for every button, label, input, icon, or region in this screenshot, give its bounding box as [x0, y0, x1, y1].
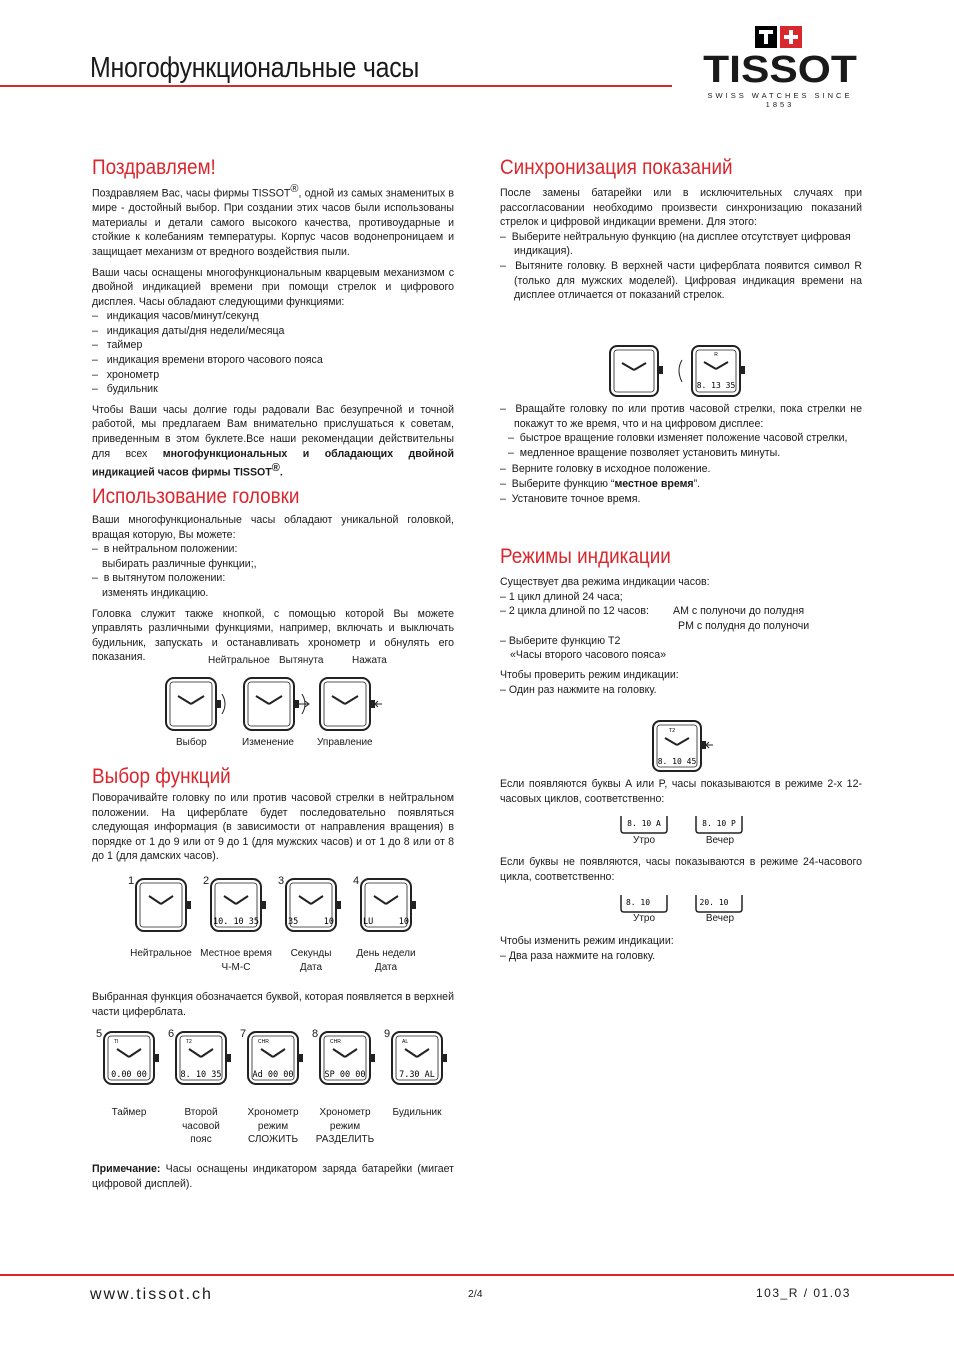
list-item: – Установите точное время. — [500, 492, 641, 505]
crown-label-control: Управление — [317, 737, 373, 748]
label-evening: Вечер — [705, 835, 735, 846]
function-label-line: Хронометр — [319, 1107, 371, 1118]
function-row-1 — [128, 873, 458, 983]
crown-paragraph-2: Головка служит также кнопкой, с помощью которой Вы можете управлять различными функциями, например, включать и выключать будильник, запускать и останавливать хронометр и обнулять его показания. — [92, 607, 454, 664]
function-label-line: Дата — [299, 961, 323, 973]
logo-tagline: SWISS WATCHES SINCE 1853 — [707, 91, 853, 109]
crown-label-pressed: Нажата — [352, 655, 387, 666]
crown-positions-diagram — [160, 672, 390, 738]
svg-text:20. 10: 20. 10 — [699, 898, 729, 907]
function-label-line: Ч-М-С — [221, 961, 251, 973]
list-item: – в нейтральном положении: — [92, 543, 238, 556]
function-lcd: LU 10 — [362, 917, 410, 927]
footer-page-number: 2/4 — [468, 1288, 483, 1300]
function-lcd: 7.30 AL — [399, 1070, 435, 1080]
watch-face-icon — [246, 1030, 310, 1090]
function-label — [377, 1106, 457, 1120]
watch-neutral — [166, 678, 225, 730]
watch-face-icon — [318, 1030, 382, 1090]
function-row-2 — [96, 1026, 456, 1151]
watch-before — [610, 346, 663, 396]
function-indicator: AL — [402, 1039, 409, 1045]
label-morning: Утро — [632, 835, 656, 846]
brand-logo — [694, 26, 866, 109]
ampm-displays — [618, 814, 753, 836]
svg-text:8. 10 45: 8. 10 45 — [657, 757, 697, 766]
crown-paragraph-1: Ваши многофункциональные часы обладают уникальной головкой, вращая которую, Вы можете: — [92, 514, 454, 541]
logo-wordmark: TISSOT — [703, 49, 857, 91]
function-label-line: Будильник — [392, 1107, 442, 1118]
function-indicator: T2 — [186, 1039, 192, 1045]
function-label-line: РАЗДЕЛИТЬ — [315, 1134, 375, 1145]
list-item: – индикация времени второго часового пояса — [92, 354, 323, 367]
label-morning-24: Утро — [632, 913, 656, 924]
function-lcd: 35 10 — [287, 917, 335, 927]
crown-label-change: Изменение — [242, 737, 294, 748]
function-label — [346, 947, 426, 974]
feature-list — [92, 309, 454, 397]
function-lcd: 0.00 00 — [111, 1070, 147, 1080]
watch-face-icon — [284, 877, 348, 937]
function-label-line: Второй — [184, 1107, 218, 1118]
section-title-functions: Выбор функций — [92, 765, 231, 788]
sync-body-2 — [500, 402, 862, 506]
footer-doc-code: 103_R / 01.03 — [756, 1286, 851, 1300]
functions-paragraph-1: Поворачивайте головку по или против часовой стрелки в нейтральном положении. На циферблате будет последовательно появляться следующая информация (в зависимости от направления вращения) в порядке от 1 до 9 или от 9 до 1 (для мужских часов) и от 1 до 8 или от 8 до 1 (для дамских часов). — [92, 792, 454, 863]
function-lcd: 10. 10 35 — [212, 917, 260, 927]
svg-text:8. 10 A: 8. 10 A — [627, 819, 661, 828]
function-label-line: пояс — [190, 1134, 212, 1145]
function-indicator: CHR — [330, 1039, 341, 1045]
watch-pulled — [244, 678, 309, 730]
crown-body — [92, 513, 454, 665]
list-item: – Выберите нейтральную функцию (на дисплее отсутствует цифровая индикация). — [500, 230, 851, 258]
list-item: – медленное вращение позволяет установить минуты. — [508, 446, 781, 459]
function-label-line: Таймер — [111, 1107, 147, 1118]
crown-label-neutral: Нейтральное — [208, 655, 270, 666]
list-item: – индикация часов/минут/секунд — [92, 310, 259, 323]
function-label-line: Нейтральное — [130, 948, 192, 959]
svg-text:R: R — [714, 352, 718, 358]
label-evening-24: Вечер — [705, 913, 735, 924]
header-rule — [0, 85, 672, 87]
list-item: – хронометр — [92, 368, 160, 381]
footer-rule — [0, 1274, 954, 1276]
function-number: 6 — [168, 1028, 175, 1040]
congrats-paragraph-3: Чтобы Ваши часы долгие годы радовали Вас безупречной и точной работой, мы предлагаем Вам внимательно прислушаться к советам, приведенным в этом буклете.Все наши рекомендации действительны для всех многофункциональных и обладающих двойной индикацией часов фирмы TISSOT®. — [92, 403, 454, 479]
svg-text:8. 13 35: 8. 13 35 — [696, 381, 736, 390]
battery-note: Примечание: Часы оснащены индикатором заряда батарейки (мигает цифровой дисплей). — [92, 1163, 454, 1190]
congrats-body — [92, 182, 454, 480]
svg-text:8. 10: 8. 10 — [625, 898, 651, 907]
function-label — [161, 1106, 241, 1147]
function-label-line: Хронометр — [247, 1107, 299, 1118]
list-item: изменять индикацию. — [102, 586, 209, 599]
watch-face-icon — [102, 1030, 166, 1090]
function-number: 4 — [353, 875, 360, 887]
function-label — [121, 947, 201, 961]
list-item: выбирать различные функции;, — [102, 557, 257, 570]
section-title-sync: Синхронизация показаний — [500, 156, 733, 179]
function-number: 5 — [96, 1028, 103, 1040]
functions-paragraph-2: Выбранная функция обозначается буквой, которая появляется в верхней части циферблата. — [92, 991, 454, 1018]
function-lcd: 8. 10 35 — [180, 1070, 222, 1080]
function-number: 1 — [128, 875, 135, 887]
congrats-paragraph-1: Поздравляем Вас, часы фирмы TISSOT®, одной из самых знаменитых в мире - достойный выбор. При создании этих часов были использованы материалы и детали самого высокого качества, противоударные и стойкие к колебаниям температуры. Корпус часов водонепроницаем и защищает механизм от вредного воздействия пыли. — [92, 183, 454, 258]
watch-face-icon — [209, 877, 273, 937]
function-lcd: SP 00 00 — [324, 1070, 366, 1080]
modes-ap-paragraph: Если появляются буквы A или P, часы показываются в режиме 2-х 12-часовых циклов, соответственно: — [500, 778, 862, 805]
list-item: – Вращайте головку по или против часовой стрелки, пока стрелки не покажут то же время, что и на цифровом дисплее: — [500, 403, 863, 430]
watch-after — [679, 346, 745, 396]
mode-check-watch — [650, 718, 714, 774]
function-number: 3 — [278, 875, 285, 887]
function-label — [196, 947, 276, 974]
list-item: – Вытяните головку. В верхней части циферблата появится символ R (только для мужских моделей). Цифровая индикация времени на дисплее отличается от показаний стрелок. — [500, 259, 863, 302]
list-item: – в вытянутом положении: — [92, 572, 226, 585]
list-item: – будильник — [92, 383, 158, 396]
function-label — [233, 1106, 313, 1147]
section-title-modes: Режимы индикации — [500, 545, 671, 568]
watch-pressed — [320, 678, 382, 730]
function-number: 2 — [203, 875, 210, 887]
sync-body: После замены батарейки или в исключительных случаях при рассогласовании необходимо произвести синхронизацию показаний стрелок и цифровой индикации времени. Для этого: – Выберите нейтральную функцию (на дисплее отсутствует цифровая индикация). – Вытяните головку. В верхней части циферблата появится символ R (только для мужских моделей). Цифровая индикация времени на дисплее отличается от показаний стрелок. — [500, 187, 863, 302]
watch-face-icon — [174, 1030, 238, 1090]
page-title: Многофункциональные часы — [90, 52, 420, 84]
section-title-crown: Использование головки — [92, 485, 300, 508]
function-label — [271, 947, 351, 974]
svg-text:T2: T2 — [668, 728, 676, 734]
function-indicator: CHR — [258, 1039, 269, 1045]
section-title-congrats: Поздравляем! — [92, 156, 216, 179]
logo-t-cross-icon — [755, 26, 866, 48]
function-label-line: режим — [257, 1120, 289, 1132]
function-number: 7 — [240, 1028, 247, 1040]
function-label-line: СЛОЖИТЬ — [247, 1134, 299, 1145]
watch-face-icon — [390, 1030, 454, 1090]
list-item: – таймер — [92, 339, 143, 352]
congrats-paragraph-2: Ваши часы оснащены многофункциональным кварцевым механизмом с двойной индикацией времени при помощи стрелок и цифрового дисплея. Часы обладают следующими функциями: — [92, 266, 454, 308]
function-label-line: часовой — [182, 1120, 220, 1132]
watch-face-icon — [134, 877, 198, 937]
list-item: – Верните головку в исходное положение. — [500, 463, 711, 476]
footer-website-link[interactable]: www.tissot.ch — [90, 1286, 213, 1303]
function-label-line: Местное время — [200, 948, 272, 959]
function-indicator: TI — [114, 1039, 119, 1045]
crown-label-pulled: Вытянута — [279, 655, 324, 666]
watch-face-icon — [359, 877, 423, 937]
list-item: – Выберите функцию “местное время”. — [500, 477, 701, 490]
function-label — [305, 1106, 385, 1147]
sync-diagram — [606, 342, 746, 400]
function-number: 9 — [384, 1028, 391, 1040]
h24-displays — [618, 893, 753, 915]
function-number: 8 — [312, 1028, 319, 1040]
modes-24-paragraph: Если буквы не появляются, часы показываются в режиме 24-часового цикла, соответственно: — [500, 856, 862, 883]
list-item: – быстрое вращение головки изменяет положение часовой стрелки, — [508, 432, 848, 445]
function-label-line: Секунды — [290, 948, 332, 959]
svg-text:8. 10 P: 8. 10 P — [702, 819, 736, 828]
function-label-line: режим — [329, 1120, 361, 1132]
modes-change: Чтобы изменить режим индикации: – Два раза нажмите на головку. — [500, 935, 674, 962]
list-item: – индикация даты/дня недели/месяца — [92, 324, 285, 337]
function-lcd: Ad 00 00 — [252, 1070, 294, 1080]
function-label-line: День недели — [356, 948, 416, 959]
function-label — [89, 1106, 169, 1120]
function-label-line: Дата — [374, 961, 398, 973]
modes-body: Существует два режима индикации часов: – 1 цикл длиной 24 часа; – 2 цикла длиной по 12 часов: AM с полуночи до полудня PM с полудня до полуночи – Выберите функцию T2 «Часы второго часового пояса» Чтобы проверить режим индикации: – Один раз нажмите на головку. — [500, 576, 810, 696]
crown-label-select: Выбор — [176, 737, 207, 748]
